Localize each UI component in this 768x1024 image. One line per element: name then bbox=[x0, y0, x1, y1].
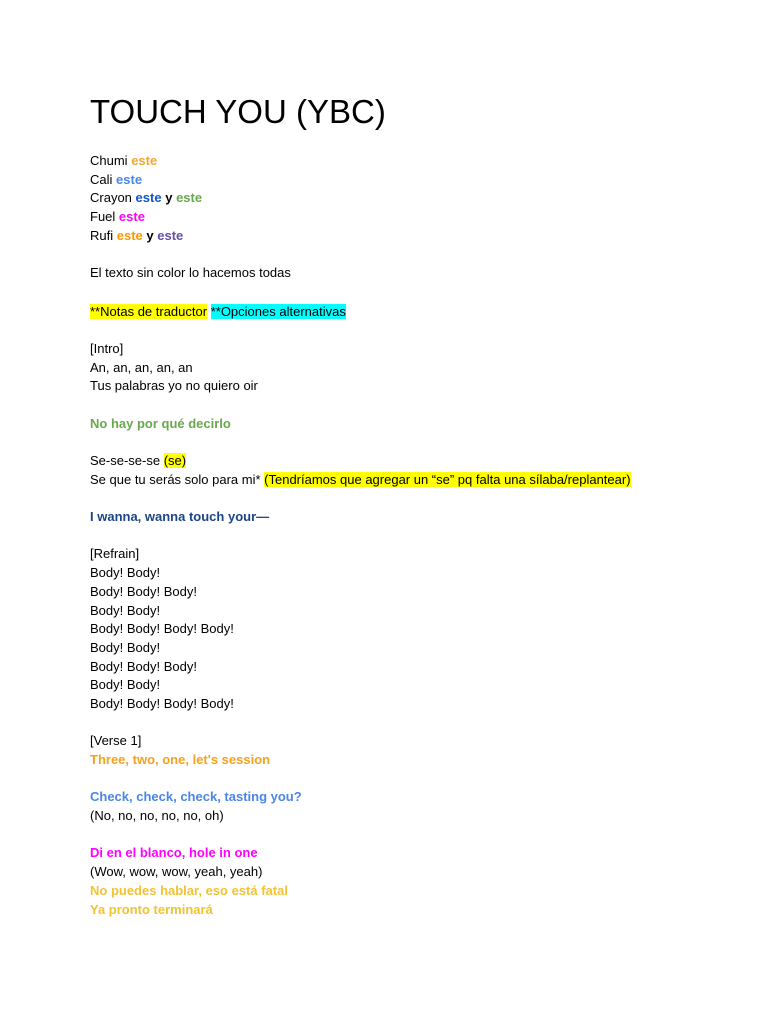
member-color-tag: este bbox=[116, 227, 143, 243]
legend-chumi bbox=[90, 152, 730, 171]
lyric-text: Se-se-se-se bbox=[90, 453, 164, 468]
lyric-line: Body! Body! Body! bbox=[90, 658, 197, 674]
spacer bbox=[90, 396, 730, 415]
legend-cali bbox=[90, 171, 730, 190]
legend-fuel bbox=[90, 208, 730, 227]
legend-rufi bbox=[90, 227, 730, 246]
lyric-line: Di en el blanco, hole in one bbox=[90, 845, 258, 861]
lyric-line: Body! Body! Body! Body! bbox=[90, 695, 234, 711]
member-name: Rufi bbox=[90, 227, 114, 243]
lyric-line: Body! Body! bbox=[90, 602, 161, 618]
member-name: Chumi bbox=[90, 153, 128, 168]
spacer bbox=[90, 714, 730, 733]
member-color-tag: este bbox=[157, 227, 184, 243]
lyric-text: Se que tu serás solo para mi* bbox=[90, 471, 265, 487]
lyric-line bbox=[90, 452, 730, 471]
lyric-line: Tus palabras yo no quiero oir bbox=[90, 378, 258, 394]
member-color-tag: este bbox=[131, 153, 158, 168]
section-header-intro: [Intro] bbox=[90, 340, 124, 356]
lyric-line: Ya pronto terminará bbox=[90, 901, 213, 917]
notes-legend bbox=[90, 303, 730, 322]
section-header-refrain: [Refrain] bbox=[90, 546, 140, 562]
spacer bbox=[90, 433, 730, 452]
document-title: TOUCH YOU (YBC) bbox=[90, 93, 386, 130]
translator-note: (se) bbox=[163, 453, 187, 468]
member-name: Fuel bbox=[90, 209, 116, 225]
lyric-line: Body! Body! Body! Body! bbox=[90, 621, 234, 637]
member-color-tag: este bbox=[118, 209, 145, 225]
lyric-line: Three, two, one, let's session bbox=[90, 752, 271, 767]
member-joiner: y bbox=[146, 227, 154, 243]
lyric-line: No puedes hablar, eso está fatal bbox=[90, 882, 288, 898]
lyric-line: Check, check, check, tasting you? bbox=[90, 789, 302, 805]
lyric-line: An, an, an, an, an bbox=[90, 359, 193, 375]
member-color-tag: este bbox=[116, 171, 143, 187]
document-body bbox=[90, 152, 730, 919]
lyric-line: I wanna, wanna touch your— bbox=[90, 509, 270, 525]
translator-note: (Tendríamos que agregar un “se” pq falta una sílaba/replantear) bbox=[264, 471, 631, 487]
member-joiner: y bbox=[165, 190, 173, 206]
spacer bbox=[90, 770, 730, 789]
lyric-line: Body! Body! bbox=[90, 677, 161, 693]
translator-notes-label: **Notas de traductor bbox=[90, 303, 208, 319]
lyric-line bbox=[90, 471, 730, 490]
section-header-verse-1: [Verse 1] bbox=[90, 733, 142, 749]
member-color-tag: este bbox=[135, 190, 162, 206]
lyric-line: (No, no, no, no, no, oh) bbox=[90, 808, 224, 824]
member-name: Crayon bbox=[90, 190, 132, 206]
spacer bbox=[90, 826, 730, 845]
lyric-line: Body! Body! Body! bbox=[90, 583, 197, 599]
spacer bbox=[90, 321, 730, 340]
note-all: El texto sin color lo hacemos todas bbox=[90, 265, 291, 281]
lyric-line: No hay por qué decirlo bbox=[90, 415, 231, 431]
spacer bbox=[90, 245, 730, 264]
member-color-tag: este bbox=[176, 190, 203, 206]
alternative-options-label: **Opciones alternativas bbox=[210, 303, 346, 319]
spacer bbox=[90, 283, 730, 302]
lyric-line: (Wow, wow, wow, yeah, yeah) bbox=[90, 864, 263, 880]
lyric-line: Body! Body! bbox=[90, 639, 161, 655]
spacer bbox=[90, 527, 730, 546]
spacer bbox=[90, 489, 730, 508]
legend-crayon bbox=[90, 189, 730, 208]
lyric-line: Body! Body! bbox=[90, 565, 161, 581]
member-name: Cali bbox=[90, 171, 113, 187]
